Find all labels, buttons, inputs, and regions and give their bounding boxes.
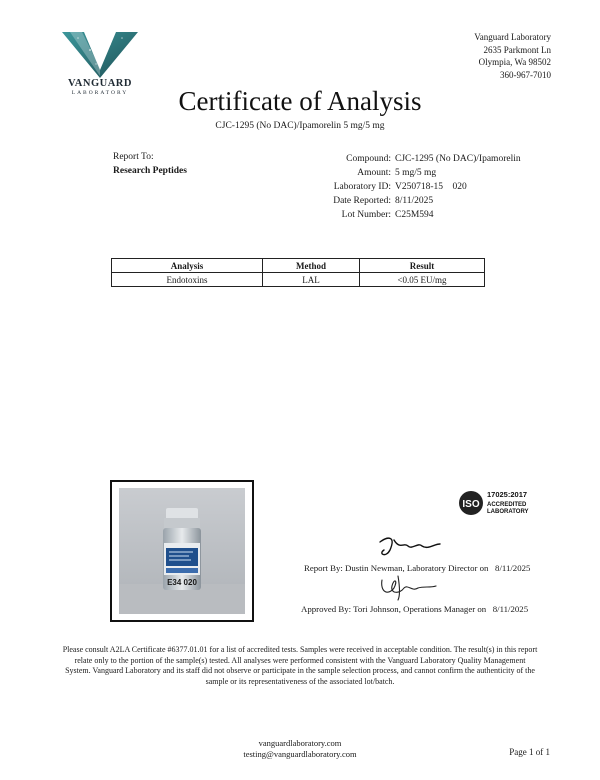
info-label: Date Reported: xyxy=(333,196,391,206)
info-row-compound xyxy=(250,152,521,166)
column-header-result: Result xyxy=(360,259,485,273)
logo-subtitle: LABORATORY xyxy=(71,90,129,96)
document-subtitle: CJC-1295 (No DAC)/Ipamorelin 5 mg/5 mg xyxy=(215,121,385,131)
info-label: Compound: xyxy=(346,154,391,164)
document-title: Certificate of Analysis xyxy=(178,86,422,116)
info-value: V250718-15 020 xyxy=(395,182,467,192)
info-row-laboratory-id xyxy=(250,180,521,194)
address-line: Olympia, Wa 98502 xyxy=(478,57,551,67)
lab-address xyxy=(474,31,551,81)
approved-by-line: Approved By: Tori Johnson, Operations Manager on 8/11/2025 xyxy=(301,604,529,614)
vial-label-text: E34 020 xyxy=(167,578,197,587)
iso-accreditation-badge xyxy=(458,488,550,518)
cell-result: <0.05 EU/mg xyxy=(360,273,485,287)
table-row xyxy=(112,273,485,287)
table-header-row xyxy=(112,259,485,273)
logo-wordmark: VANGUARD xyxy=(68,78,132,89)
info-value: 5 mg/5 mg xyxy=(395,168,437,178)
address-line: 360-967-7010 xyxy=(500,69,551,80)
sample-photo-frame xyxy=(110,480,254,622)
info-value: C25M594 xyxy=(395,210,434,220)
info-label: Amount: xyxy=(357,168,391,178)
page-number: Page 1 of 1 xyxy=(509,747,550,757)
info-label: Laboratory ID: xyxy=(333,182,391,192)
column-header-analysis: Analysis xyxy=(112,259,263,273)
info-row-amount xyxy=(250,166,521,180)
address-line: 2635 Parkmont Ln xyxy=(483,44,551,55)
report-by-line: Report By: Dustin Newman, Laboratory Director on 8/11/2025 xyxy=(304,563,531,573)
footer-email: testing@vanguardlaboratory.com xyxy=(243,749,357,759)
column-header-method: Method xyxy=(263,259,360,273)
results-table xyxy=(111,258,485,287)
info-value: 8/11/2025 xyxy=(395,196,434,206)
address-line: Vanguard Laboratory xyxy=(474,32,551,42)
svg-text:ISO: ISO xyxy=(462,499,480,510)
sample-info xyxy=(250,152,521,222)
report-to-name: Research Peptides xyxy=(113,166,187,176)
info-label: Lot Number: xyxy=(341,210,391,220)
report-to-label: Report To: xyxy=(113,152,154,162)
footer-website: vanguardlaboratory.com xyxy=(258,738,342,748)
info-row-lot-number xyxy=(250,208,521,222)
iso-line-1: ACCREDITED xyxy=(487,502,527,508)
info-row-date-reported xyxy=(250,194,521,208)
sample-vial-photo xyxy=(119,488,245,614)
cell-method: LAL xyxy=(263,273,360,287)
manager-signature xyxy=(378,574,438,602)
disclaimer-text: Please consult A2LA Certificate #6377.01.01 for a list of accredited tests. Samples were received in acceptable condition. The result(s) in this report relate only to the portion of the sample(s) tested. All analyses were performed consistent with the Vanguard Laboratory Quality Management System. Vanguard Laboratory and its staff did not observe or participate in the sample selection process, and cannot confirm the authenticity of the sample or its representativeness of the associated lot/batch. xyxy=(62,645,538,686)
cell-analysis: Endotoxins xyxy=(112,273,263,287)
iso-standard: 17025:2017 xyxy=(487,490,528,499)
info-value: CJC-1295 (No DAC)/Ipamorelin xyxy=(395,154,521,164)
iso-line-2: LABORATORY xyxy=(487,509,529,515)
director-signature xyxy=(374,530,444,560)
